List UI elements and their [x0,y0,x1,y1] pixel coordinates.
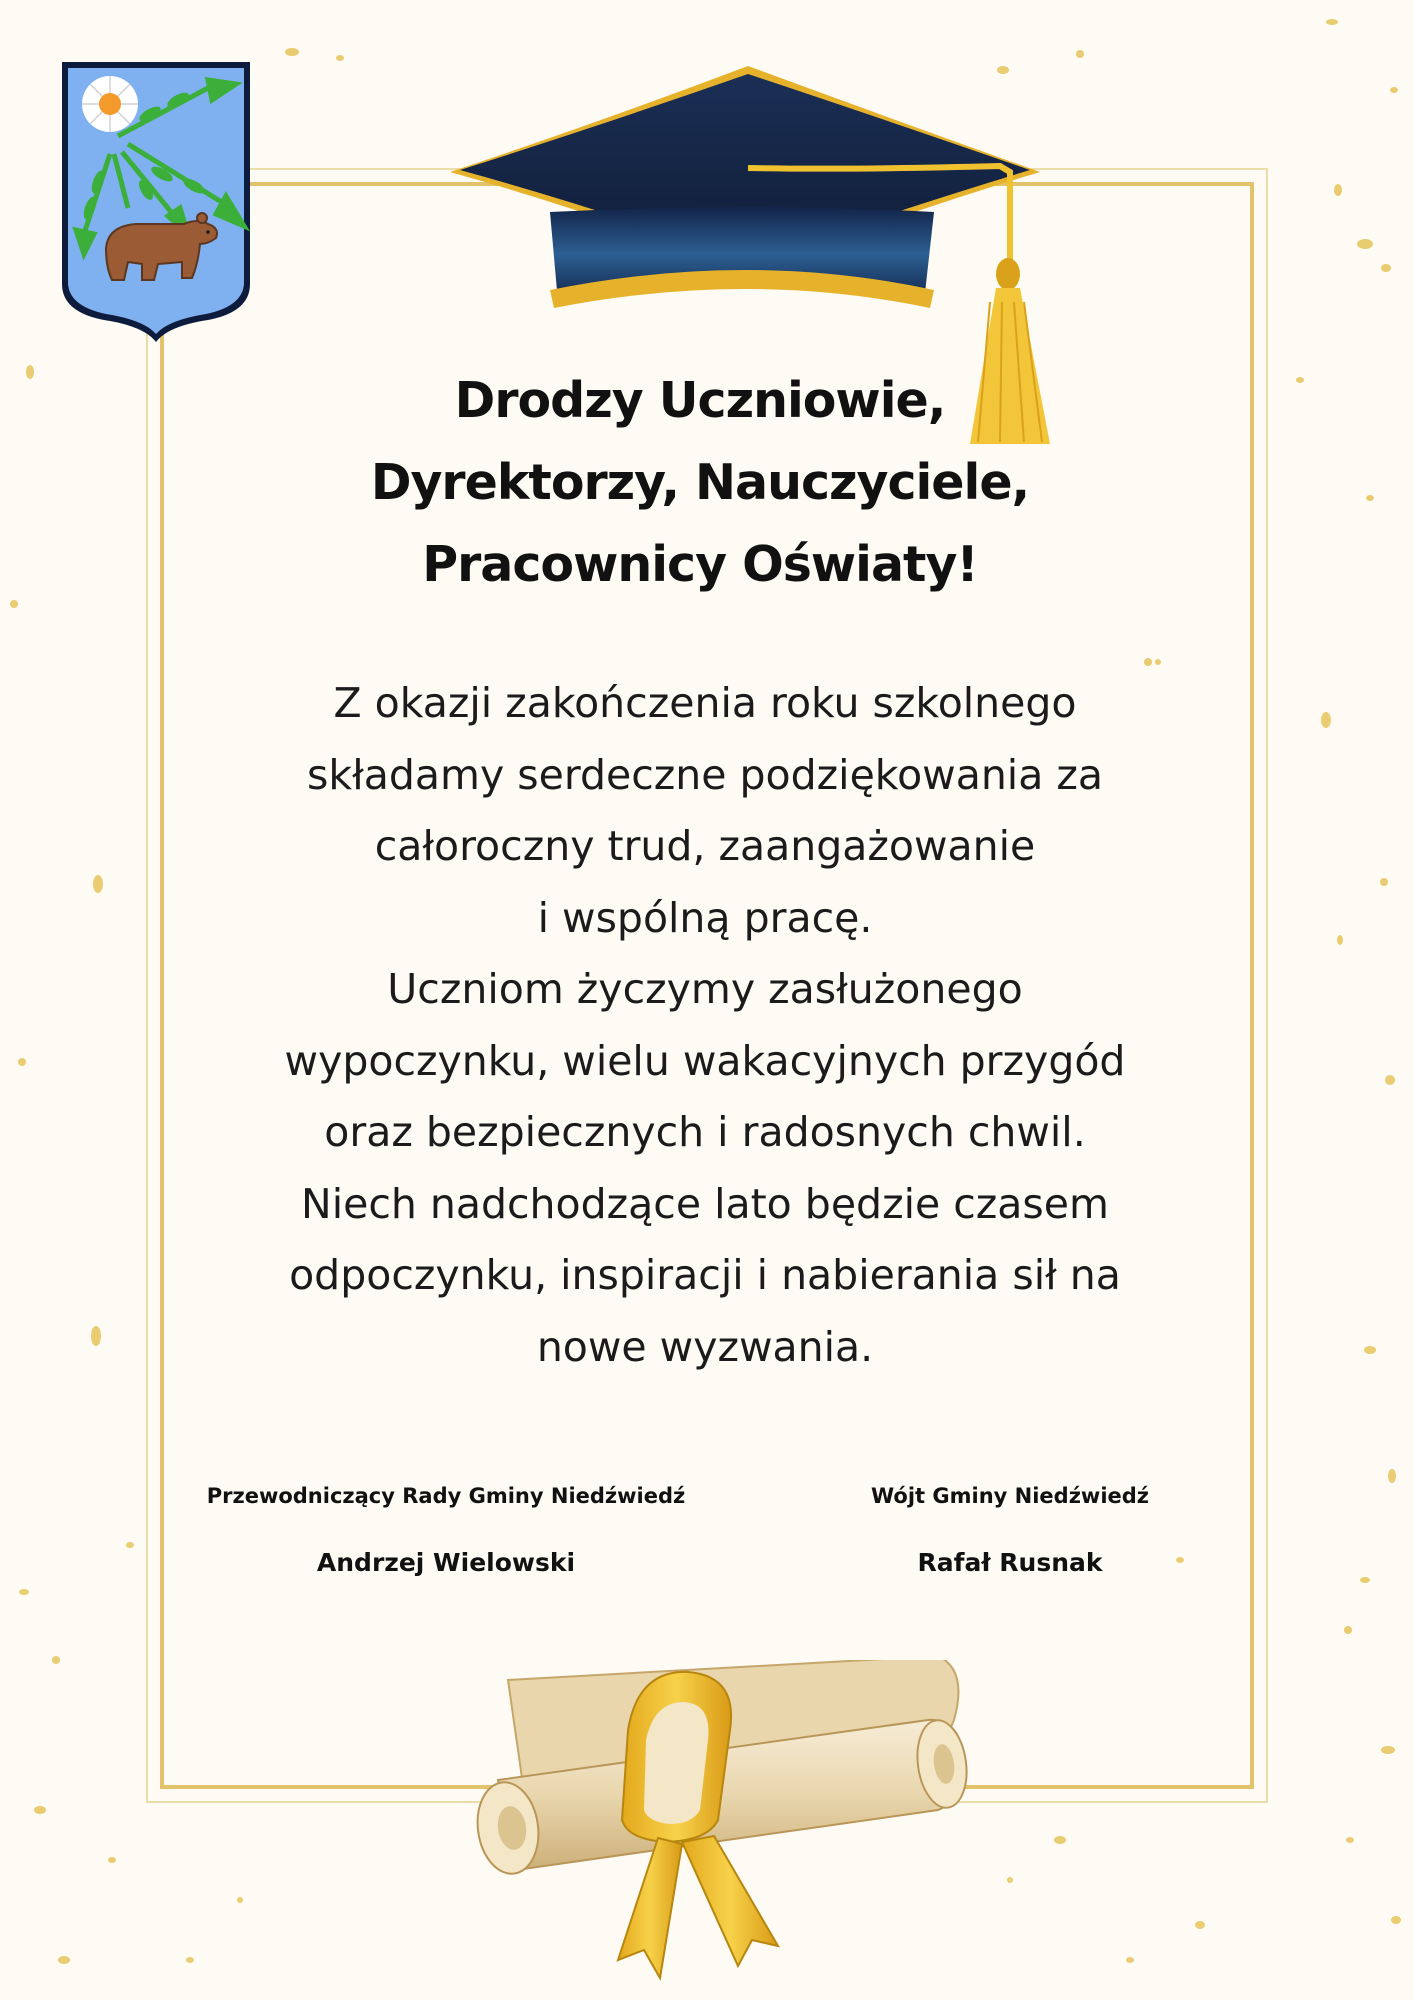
heading-line: Dyrektorzy, Nauczyciele, [370,454,1030,511]
body-line: całoroczny trud, zaangażowanie [374,822,1036,870]
signature-right [810,1484,1210,1577]
message-body [190,668,1220,1383]
signature-name: Andrzej Wielowski [316,1548,576,1577]
body-line: oraz bezpiecznych i radosnych chwil. [324,1108,1086,1156]
greeting-heading [220,360,1180,606]
body-line: Niech nadchodzące lato będzie czasem [301,1179,1109,1228]
body-line: wypoczynku, wielu wakacyjnych przygód [284,1036,1126,1085]
signature-left [196,1484,696,1577]
body-line: składamy serdeczne podziękowania za [306,750,1104,799]
diploma-scroll-icon [468,1660,968,2000]
signature-role: Przewodniczący Rady Gminy Niedźwiedź [206,1484,686,1508]
signature-role: Wójt Gminy Niedźwiedź [870,1484,1150,1508]
heading-line: Pracownicy Oświaty! [422,536,978,593]
heading-line: Drodzy Uczniowie, [454,372,946,429]
body-line: odpoczynku, inspiracji i nabierania sił na [289,1251,1121,1299]
coat-of-arms-icon [58,58,254,344]
body-line: Uczniom życzymy zasłużonego [387,965,1023,1013]
signature-name: Rafał Rusnak [917,1548,1103,1577]
body-line: i wspólną pracę. [537,893,873,942]
body-line: Z okazji zakończenia roku szkolnego [333,679,1077,727]
body-line: nowe wyzwania. [536,1322,874,1371]
